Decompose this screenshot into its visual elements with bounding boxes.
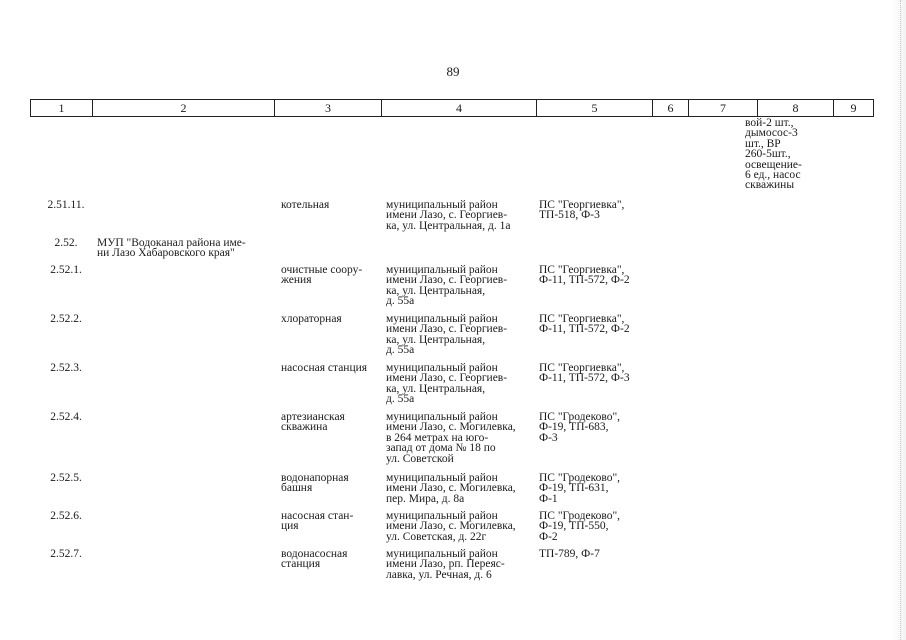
column-header-1: 1: [31, 100, 93, 117]
row-number: 2.52.6.: [50, 510, 82, 522]
column-header-9: 9: [834, 100, 874, 117]
object-name: насосная стан- ция: [281, 510, 354, 533]
object-address: муниципальный район имени Лазо, рп. Переяс- лавка, ул. Речная, д. 6: [386, 548, 505, 581]
object-address: муниципальный район имени Лазо, с. Могилевка, в 264 метрах на юго- запад от дома № 18 по ул. Советской: [386, 411, 516, 465]
column-header-6: 6: [653, 100, 689, 117]
object-address: муниципальный район имени Лазо, с. Могилевка, пер. Мира, д. 8а: [386, 472, 516, 505]
power-source: ПС "Гродеково", Ф-19, ТП-683, Ф-3: [539, 411, 621, 444]
object-address: муниципальный район имени Лазо, с. Георгиев- ка, ул. Центральная, д. 1а: [386, 199, 511, 232]
object-address: муниципальный район имени Лазо, с. Георгиев- ка, ул. Центральная, д. 55а: [386, 264, 508, 308]
object-name: водонапорная башня: [281, 472, 349, 495]
object-address: муниципальный район имени Лазо, с. Могилевка, ул. Советская, д. 22г: [386, 510, 516, 543]
column-header-8: 8: [758, 100, 834, 117]
column-header-2: 2: [93, 100, 275, 117]
row-number: 2.52.2.: [50, 313, 82, 325]
power-source: ПС "Гродеково", Ф-19, ТП-550, Ф-2: [539, 510, 621, 543]
object-name: артезианская скважина: [281, 411, 345, 434]
organization-name: МУП "Водоканал района име- ни Лазо Хабаровского края": [97, 237, 246, 260]
column-header-7: 7: [689, 100, 758, 117]
object-address: муниципальный район имени Лазо, с. Георгиев- ка, ул. Центральная, д. 55а: [386, 362, 508, 406]
row-number: 2.52.1.: [50, 264, 82, 276]
power-source: ПС "Георгиевка", Ф-11, ТП-572, Ф-2: [539, 313, 630, 336]
power-source: ПС "Георгиевка", Ф-11, ТП-572, Ф-3: [539, 362, 630, 385]
row-number: 2.52.5.: [50, 472, 82, 484]
row-number: 2.51.11.: [47, 199, 85, 211]
row-number: 2.52.7.: [50, 548, 82, 560]
object-name: котельная: [281, 199, 330, 211]
continuation-equipment-text: вой-2 шт., дымосос-3 шт., ВР 260-5шт., освещение- 6 ед., насос скважины: [745, 117, 802, 192]
object-name: очистные соору- жения: [281, 264, 363, 287]
power-source: ПС "Гродеково", Ф-19, ТП-631, Ф-1: [539, 472, 621, 505]
row-number: 2.52.3.: [50, 362, 82, 374]
column-header-5: 5: [537, 100, 653, 117]
power-source: ПС "Георгиевка", Ф-11, ТП-572, Ф-2: [539, 264, 630, 287]
object-name: водонасосная станция: [281, 548, 348, 571]
column-header-3: 3: [275, 100, 382, 117]
page-number: 89: [446, 64, 460, 79]
column-header-4: 4: [382, 100, 537, 117]
row-number: 2.52.4.: [50, 411, 82, 423]
object-name: хлораторная: [281, 313, 342, 325]
power-source: ТП-789, Ф-7: [539, 548, 600, 560]
object-name: насосная станция: [281, 362, 368, 374]
row-number: 2.52.: [54, 237, 78, 249]
power-source: ПС "Георгиевка", ТП-518, Ф-3: [539, 199, 625, 222]
scan-edge-shadow: [892, 0, 906, 640]
object-address: муниципальный район имени Лазо, с. Георгиев- ка, ул. Центральная, д. 55а: [386, 313, 508, 357]
